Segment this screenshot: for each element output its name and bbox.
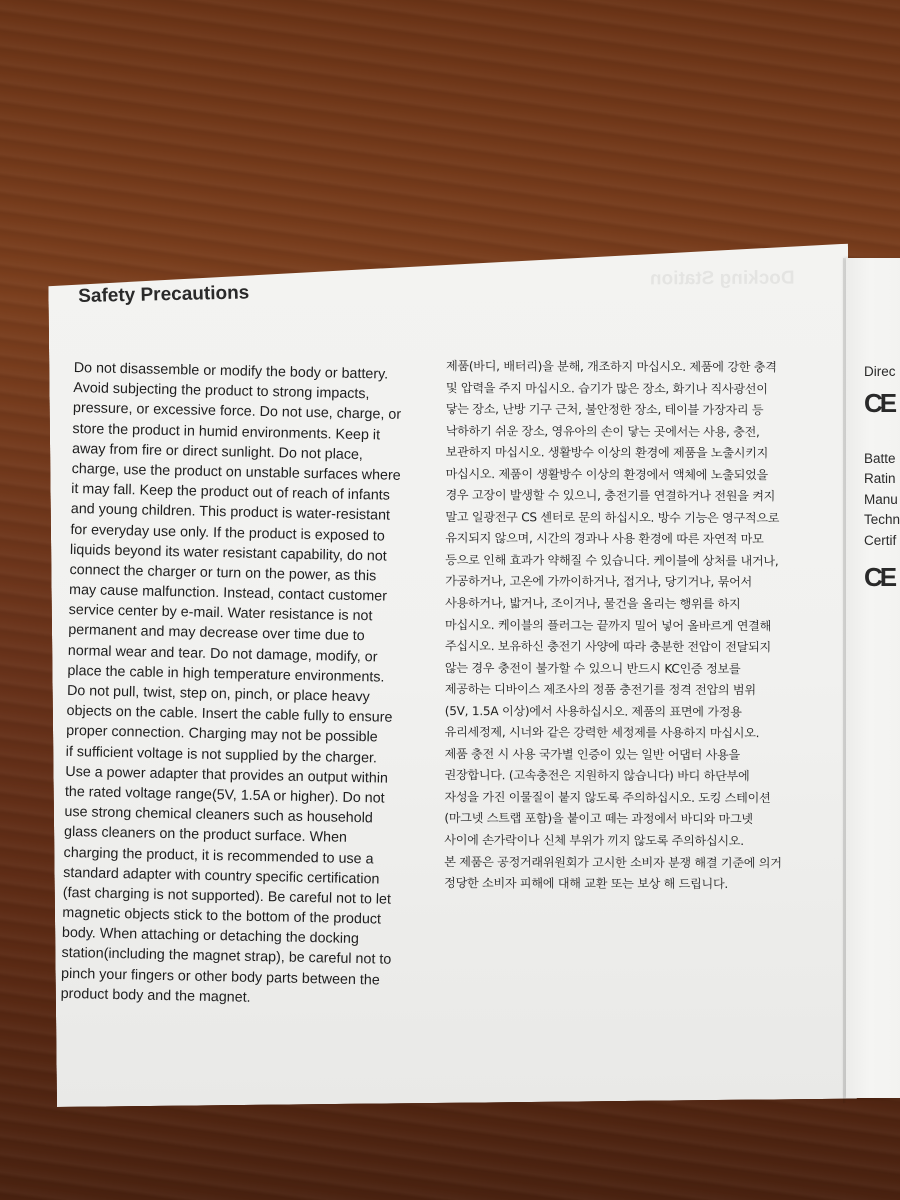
english-text-line: the rated voltage range(5V, 1.5A or higher). Do not [64, 783, 385, 807]
korean-text-line: (5V, 1.5A 이상)에서 사용하십시오. 제품의 표면에 가정용 [444, 703, 742, 719]
korean-text-line: 않는 경우 충전이 불가할 수 있으니 반드시 KC인증 정보를 [444, 660, 741, 676]
right-page-cut-off-text [864, 362, 900, 597]
english-text-line: liquids beyond its water resistant capability, do not [69, 541, 387, 565]
english-text-line: service center by e-mail. Water resistance is not [68, 602, 373, 625]
english-text-line: and young children. This product is water-resistant [70, 501, 391, 524]
ce-mark-icon: CE [864, 562, 895, 592]
korean-text-line: 유지되지 않으며, 시간의 경과나 사용 환경에 따른 자연적 마모 [445, 531, 764, 547]
korean-text-line: 정당한 소비자 피해에 대해 교환 또는 보상 해 드립니다. [444, 876, 729, 892]
english-text-line: use strong chemical cleaners such as household [64, 804, 373, 827]
english-text-line: proper connection. Charging may not be possible [66, 723, 378, 746]
korean-text-line: (마그넷 스트랩 포함)을 붙이고 떼는 과정에서 바디와 마그넷 [444, 811, 753, 827]
korean-text-line: 및 압력을 주지 마십시오. 습기가 많은 장소, 화기나 직사광선이 [445, 380, 768, 396]
english-text-line: Avoid subjecting the product to strong impacts, [73, 380, 370, 403]
english-text-line: store the product in humid environments. Keep it [72, 420, 381, 443]
english-text-line: Use a power adapter that provides an output within [65, 763, 389, 787]
english-text-line: objects on the cable. Insert the cable fully to ensure [66, 703, 393, 726]
english-text-line: charge, use the product on unstable surfaces where [71, 460, 401, 484]
english-text-line: station(including the magnet strap), be careful not to [61, 945, 392, 969]
english-text-line: Do not pull, twist, step on, pinch, or place heavy [66, 682, 370, 706]
korean-text-line: 말고 일광전구 CS 센터로 문의 하십시오. 방수 기능은 영구적으로 [445, 509, 780, 525]
right-page-line: Ratin [864, 471, 896, 486]
korean-text-line: 마십시오. 케이블의 플러그는 끝까지 밀어 넣어 올바르게 연결해 [445, 617, 772, 633]
english-text-line: body. When attaching or detaching the docking [61, 925, 360, 948]
right-page-line: Manu [864, 491, 898, 507]
english-text-line: if sufficient voltage is not supplied by the charger. [65, 743, 378, 766]
korean-text-line: 유리세정제, 시너와 같은 강력한 세정제를 사용하지 마십시오. [444, 725, 760, 741]
english-text-line: away from fire or direct sunlight. Do not place, [71, 440, 364, 463]
english-text-line: place the cable in high temperature environments. [67, 662, 385, 686]
page-title: Safety Precautions [78, 282, 250, 307]
english-text-line: pressure, or excessive force. Do not use, charge, or [72, 400, 402, 424]
english-text-line: it may fall. Keep the product out of reach of infants [71, 481, 391, 504]
english-text-line: may cause malfunction. Instead, contact customer [68, 582, 388, 605]
spacer [864, 423, 900, 449]
english-safety-text [60, 358, 433, 1011]
korean-text-line: 주십시오. 보유하신 충전기 사양에 따라 충분한 전압이 전달되지 [444, 639, 772, 655]
show-through-heading: Docking Station [649, 267, 795, 290]
korean-text-line: 가공하거나, 고온에 가까이하거나, 접거나, 당기거나, 묶어서 [445, 574, 752, 590]
korean-text-line: 경우 고장이 발생할 수 있으니, 충전기를 연결하거나 전원을 켜지 [445, 488, 776, 504]
english-text-line: pinch your fingers or other body parts between the [60, 965, 380, 989]
right-page-line: Techn [864, 512, 900, 527]
english-text-line: glass cleaners on the product surface. When [63, 824, 348, 847]
korean-text-line: 사이에 손가락이나 신체 부위가 끼지 않도록 주의하십시오. [444, 833, 744, 849]
english-text-line: normal wear and tear. Do not damage, modify, or [67, 642, 378, 666]
korean-text-line: 낙하하기 쉬운 장소, 영유아의 손이 닿는 곳에서는 사용, 충전, [445, 423, 760, 439]
english-text-line: permanent and may decrease over time due to [68, 622, 365, 645]
korean-text-line: 제품 충전 시 사용 국가별 인증이 있는 일반 어댑터 사용을 [444, 746, 740, 762]
korean-text-line: 자성을 가진 이물질이 붙지 않도록 주의하십시오. 도킹 스테이션 [444, 789, 771, 806]
korean-text-line: 제공하는 디바이스 제조사의 정품 충전기를 정격 전압의 범위 [444, 682, 756, 698]
english-text-line: for everyday use only. If the product is exposed to [70, 521, 385, 545]
korean-text-line: 권장합니다. (고속충전은 지원하지 않습니다) 바디 하단부에 [444, 768, 750, 784]
english-text-line: magnetic objects stick to the bottom of the product [62, 904, 382, 928]
english-text-line: standard adapter with country specific certification [63, 864, 380, 888]
korean-text-line: 등으로 인해 효과가 약해질 수 있습니다. 케이블에 상처를 내거나, [445, 552, 779, 569]
right-page-line: Batte [864, 450, 896, 466]
korean-text-line: 닿는 장소, 난방 기구 근처, 불안정한 장소, 테이블 가장자리 등 [445, 402, 764, 418]
right-page-line: Direc [864, 364, 896, 379]
english-text-line: Do not disassemble or modify the body or battery. [73, 359, 389, 383]
korean-text-line: 사용하거나, 밟거나, 조이거나, 물건을 올리는 행위를 하지 [445, 596, 741, 612]
right-page-line: Certif [864, 532, 897, 548]
ce-mark-icon: CE [864, 387, 895, 418]
korean-text-line: 본 제품은 공정거래위원회가 고시한 소비자 분쟁 해결 기준에 의거 [444, 854, 782, 870]
english-text-line: (fast charging is not supported). Be careful not to let [62, 884, 392, 908]
english-text-line: product body and the magnet. [60, 985, 251, 1006]
english-text-line: connect the charger or turn on the power, as this [69, 561, 377, 585]
korean-text-line: 보관하지 마십시오. 생활방수 이상의 환경에 제품을 노출시키지 [445, 445, 769, 461]
korean-text-line: 제품(바디, 배터리)을 분해, 개조하지 마십시오. 제품에 강한 충격 [445, 358, 777, 375]
english-text-line: charging the product, it is recommended to use a [63, 844, 374, 867]
korean-text-line: 마십시오. 제품이 생활방수 이상의 환경에서 액체에 노출되었을 [445, 466, 769, 482]
korean-safety-text [444, 356, 836, 896]
